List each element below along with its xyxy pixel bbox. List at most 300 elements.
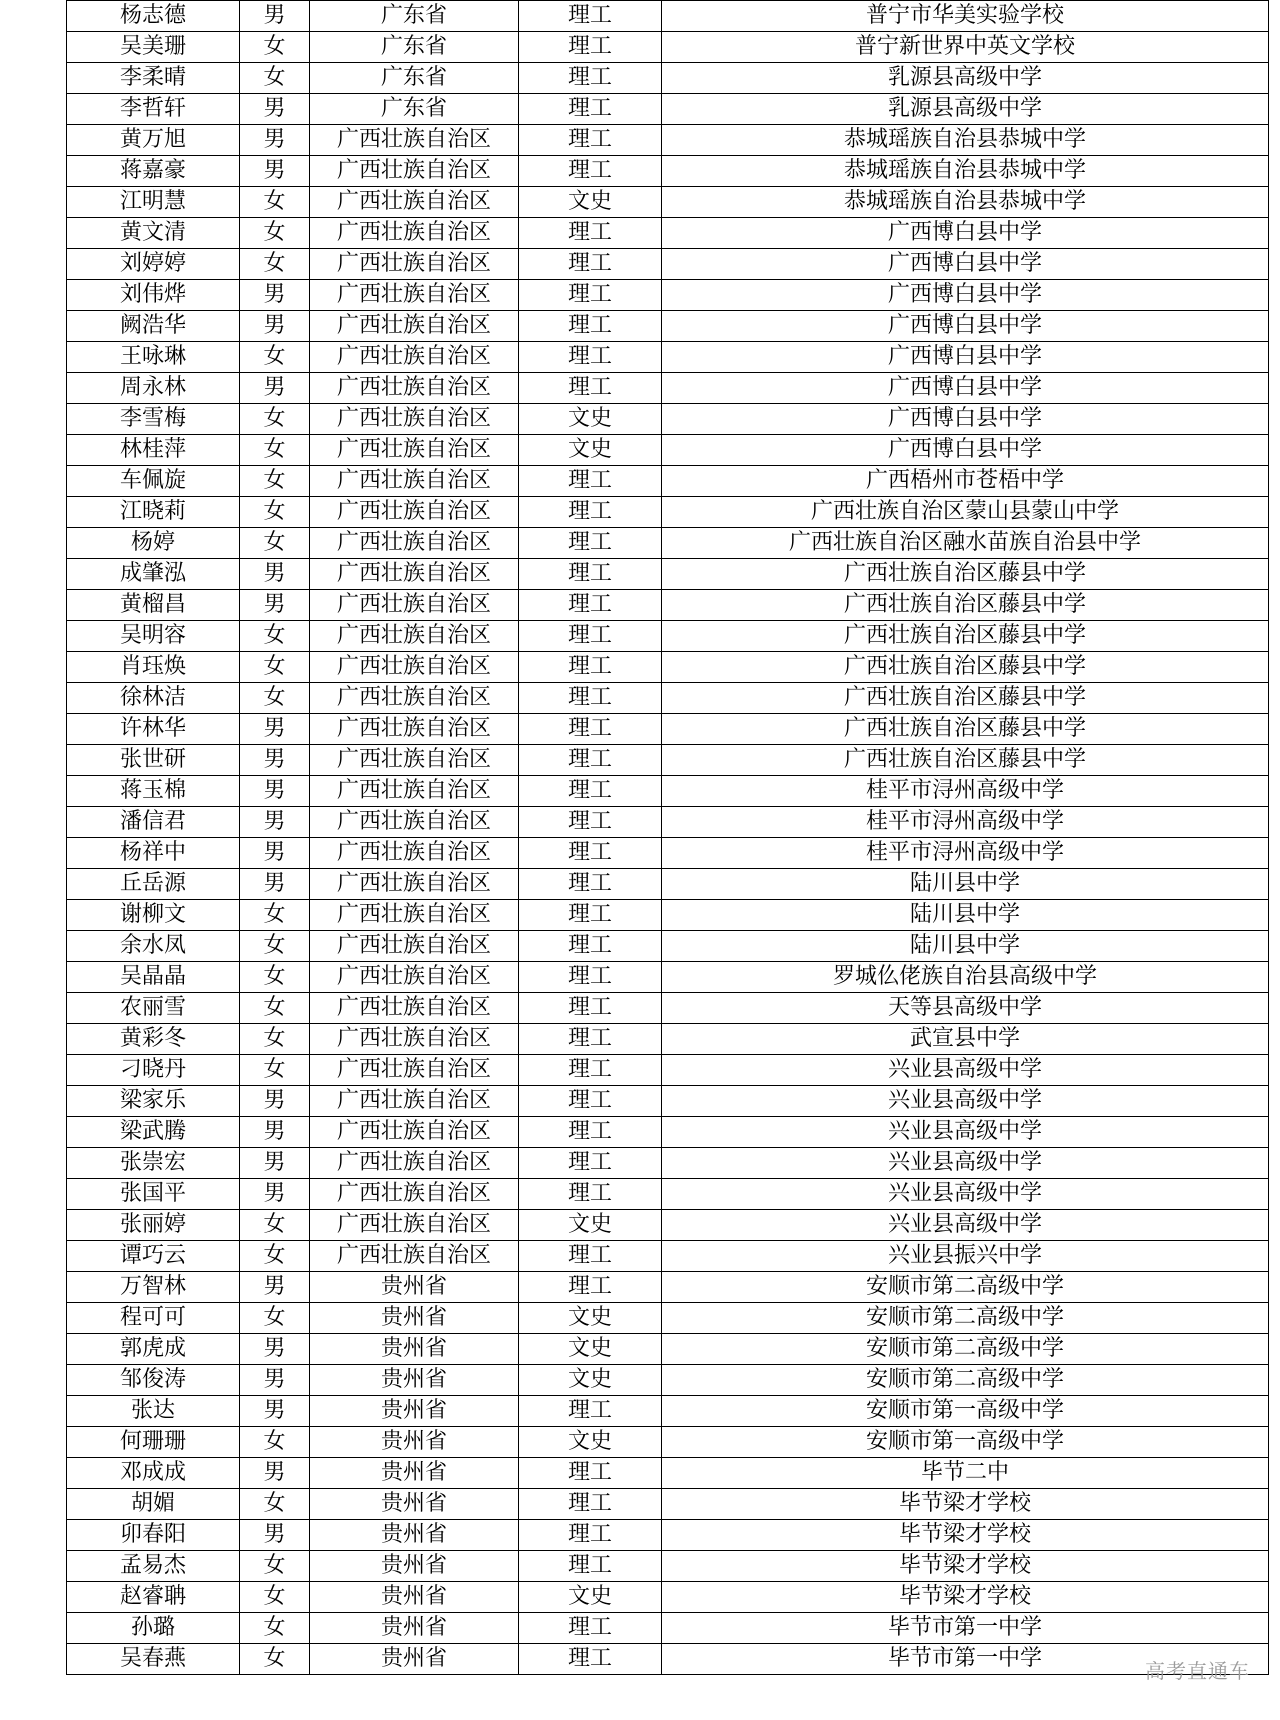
- province-cell: 广西壮族自治区: [310, 218, 519, 249]
- school-cell: 广西壮族自治区藤县中学: [662, 714, 1269, 745]
- subject-cell: 理工: [519, 249, 662, 280]
- subject-cell: 理工: [519, 1458, 662, 1489]
- name-cell: 成肇泓: [67, 559, 240, 590]
- school-cell: 陆川县中学: [662, 869, 1269, 900]
- province-cell: 广西壮族自治区: [310, 1241, 519, 1272]
- subject-cell: 理工: [519, 931, 662, 962]
- table-row: [67, 1458, 1269, 1489]
- subject-cell: 理工: [519, 993, 662, 1024]
- subject-cell: 文史: [519, 404, 662, 435]
- subject-cell: 理工: [519, 962, 662, 993]
- name-cell: 杨祥中: [67, 838, 240, 869]
- province-cell: 广西壮族自治区: [310, 1210, 519, 1241]
- province-cell: 贵州省: [310, 1458, 519, 1489]
- table-row: [67, 1024, 1269, 1055]
- gender-cell: 男: [240, 1334, 310, 1365]
- gender-cell: 女: [240, 497, 310, 528]
- name-cell: 阙浩华: [67, 311, 240, 342]
- name-cell: 李哲轩: [67, 94, 240, 125]
- subject-cell: 理工: [519, 1055, 662, 1086]
- school-cell: 安顺市第二高级中学: [662, 1334, 1269, 1365]
- gender-cell: 女: [240, 993, 310, 1024]
- school-cell: 广西博白县中学: [662, 373, 1269, 404]
- gender-cell: 男: [240, 125, 310, 156]
- province-cell: 广西壮族自治区: [310, 962, 519, 993]
- name-cell: 吴美珊: [67, 32, 240, 63]
- school-cell: 广西壮族自治区藤县中学: [662, 745, 1269, 776]
- name-cell: 邹俊涛: [67, 1365, 240, 1396]
- table-row: [67, 1644, 1269, 1675]
- school-cell: 天等县高级中学: [662, 993, 1269, 1024]
- school-cell: 广西博白县中学: [662, 435, 1269, 466]
- gender-cell: 女: [240, 900, 310, 931]
- watermark-text: 高考直通车: [1145, 1659, 1250, 1683]
- subject-cell: 理工: [519, 714, 662, 745]
- table-row: [67, 1551, 1269, 1582]
- name-cell: 王咏琳: [67, 342, 240, 373]
- province-cell: 广东省: [310, 32, 519, 63]
- subject-cell: 文史: [519, 435, 662, 466]
- school-cell: 毕节二中: [662, 1458, 1269, 1489]
- school-cell: 毕节梁才学校: [662, 1520, 1269, 1551]
- table-row: [67, 125, 1269, 156]
- subject-cell: 理工: [519, 1396, 662, 1427]
- subject-cell: 理工: [519, 311, 662, 342]
- school-cell: 兴业县高级中学: [662, 1179, 1269, 1210]
- province-cell: 广西壮族自治区: [310, 187, 519, 218]
- subject-cell: 理工: [519, 32, 662, 63]
- name-cell: 黄万旭: [67, 125, 240, 156]
- name-cell: 谢柳文: [67, 900, 240, 931]
- province-cell: 贵州省: [310, 1365, 519, 1396]
- table-row: [67, 1396, 1269, 1427]
- subject-cell: 理工: [519, 1272, 662, 1303]
- subject-cell: 理工: [519, 1613, 662, 1644]
- school-cell: 安顺市第二高级中学: [662, 1365, 1269, 1396]
- school-cell: 毕节梁才学校: [662, 1551, 1269, 1582]
- name-cell: 江明慧: [67, 187, 240, 218]
- gender-cell: 女: [240, 1644, 310, 1675]
- school-cell: 桂平市浔州高级中学: [662, 838, 1269, 869]
- school-cell: 广西壮族自治区藤县中学: [662, 590, 1269, 621]
- school-cell: 广西壮族自治区蒙山县蒙山中学: [662, 497, 1269, 528]
- name-cell: 许林华: [67, 714, 240, 745]
- subject-cell: 理工: [519, 590, 662, 621]
- school-cell: 安顺市第一高级中学: [662, 1427, 1269, 1458]
- name-cell: 杨志德: [67, 1, 240, 32]
- table-row: [67, 280, 1269, 311]
- subject-cell: 理工: [519, 497, 662, 528]
- school-cell: 兴业县高级中学: [662, 1210, 1269, 1241]
- table-row: [67, 342, 1269, 373]
- subject-cell: 文史: [519, 1210, 662, 1241]
- province-cell: 广西壮族自治区: [310, 683, 519, 714]
- school-cell: 恭城瑶族自治县恭城中学: [662, 187, 1269, 218]
- province-cell: 广西壮族自治区: [310, 931, 519, 962]
- province-cell: 广西壮族自治区: [310, 714, 519, 745]
- name-cell: 吴明容: [67, 621, 240, 652]
- subject-cell: 文史: [519, 1582, 662, 1613]
- name-cell: 黄文清: [67, 218, 240, 249]
- gender-cell: 男: [240, 1520, 310, 1551]
- gender-cell: 男: [240, 838, 310, 869]
- province-cell: 贵州省: [310, 1396, 519, 1427]
- name-cell: 梁武腾: [67, 1117, 240, 1148]
- gender-cell: 男: [240, 1148, 310, 1179]
- subject-cell: 理工: [519, 63, 662, 94]
- school-cell: 广西梧州市苍梧中学: [662, 466, 1269, 497]
- province-cell: 广西壮族自治区: [310, 621, 519, 652]
- school-cell: 兴业县高级中学: [662, 1055, 1269, 1086]
- gender-cell: 女: [240, 466, 310, 497]
- subject-cell: 理工: [519, 1117, 662, 1148]
- table-row: [67, 1582, 1269, 1613]
- name-cell: 刘伟烨: [67, 280, 240, 311]
- gender-cell: 男: [240, 373, 310, 404]
- subject-cell: 理工: [519, 218, 662, 249]
- table-row: [67, 993, 1269, 1024]
- subject-cell: 理工: [519, 869, 662, 900]
- subject-cell: 理工: [519, 528, 662, 559]
- gender-cell: 女: [240, 1024, 310, 1055]
- province-cell: 贵州省: [310, 1427, 519, 1458]
- table-row: [67, 63, 1269, 94]
- name-cell: 蒋玉棉: [67, 776, 240, 807]
- name-cell: 郭虎成: [67, 1334, 240, 1365]
- table-row: [67, 559, 1269, 590]
- province-cell: 广西壮族自治区: [310, 156, 519, 187]
- gender-cell: 男: [240, 1179, 310, 1210]
- table-row: [67, 311, 1269, 342]
- name-cell: 蒋嘉豪: [67, 156, 240, 187]
- province-cell: 广东省: [310, 1, 519, 32]
- table-row: [67, 652, 1269, 683]
- school-cell: 广西壮族自治区融水苗族自治县中学: [662, 528, 1269, 559]
- subject-cell: 理工: [519, 373, 662, 404]
- school-cell: 安顺市第二高级中学: [662, 1272, 1269, 1303]
- province-cell: 贵州省: [310, 1582, 519, 1613]
- table-row: [67, 1055, 1269, 1086]
- province-cell: 广西壮族自治区: [310, 311, 519, 342]
- gender-cell: 男: [240, 1086, 310, 1117]
- school-cell: 恭城瑶族自治县恭城中学: [662, 125, 1269, 156]
- name-cell: 徐林洁: [67, 683, 240, 714]
- gender-cell: 女: [240, 931, 310, 962]
- table-row: [67, 94, 1269, 125]
- table-row: [67, 218, 1269, 249]
- province-cell: 广西壮族自治区: [310, 993, 519, 1024]
- province-cell: 广西壮族自治区: [310, 466, 519, 497]
- province-cell: 贵州省: [310, 1272, 519, 1303]
- school-cell: 兴业县高级中学: [662, 1117, 1269, 1148]
- name-cell: 梁家乐: [67, 1086, 240, 1117]
- subject-cell: 理工: [519, 1551, 662, 1582]
- name-cell: 卯春阳: [67, 1520, 240, 1551]
- school-cell: 安顺市第二高级中学: [662, 1303, 1269, 1334]
- subject-cell: 文史: [519, 1303, 662, 1334]
- subject-cell: 理工: [519, 1179, 662, 1210]
- name-cell: 潘信君: [67, 807, 240, 838]
- province-cell: 广西壮族自治区: [310, 745, 519, 776]
- gender-cell: 女: [240, 962, 310, 993]
- gender-cell: 女: [240, 528, 310, 559]
- province-cell: 贵州省: [310, 1489, 519, 1520]
- table-row: [67, 1086, 1269, 1117]
- school-cell: 恭城瑶族自治县恭城中学: [662, 156, 1269, 187]
- gender-cell: 女: [240, 32, 310, 63]
- name-cell: 江晓莉: [67, 497, 240, 528]
- gender-cell: 男: [240, 714, 310, 745]
- name-cell: 李雪梅: [67, 404, 240, 435]
- subject-cell: 理工: [519, 776, 662, 807]
- table-row: [67, 404, 1269, 435]
- gender-cell: 男: [240, 311, 310, 342]
- province-cell: 广西壮族自治区: [310, 1055, 519, 1086]
- gender-cell: 女: [240, 1303, 310, 1334]
- subject-cell: 理工: [519, 652, 662, 683]
- gender-cell: 男: [240, 1272, 310, 1303]
- table-row: [67, 621, 1269, 652]
- province-cell: 广西壮族自治区: [310, 807, 519, 838]
- gender-cell: 女: [240, 404, 310, 435]
- table-row: [67, 1241, 1269, 1272]
- province-cell: 广西壮族自治区: [310, 1179, 519, 1210]
- name-cell: 赵睿聃: [67, 1582, 240, 1613]
- province-cell: 广西壮族自治区: [310, 776, 519, 807]
- school-cell: 武宣县中学: [662, 1024, 1269, 1055]
- gender-cell: 女: [240, 1489, 310, 1520]
- province-cell: 广东省: [310, 63, 519, 94]
- table-row: [67, 590, 1269, 621]
- name-cell: 张崇宏: [67, 1148, 240, 1179]
- name-cell: 杨婷: [67, 528, 240, 559]
- school-cell: 广西壮族自治区藤县中学: [662, 559, 1269, 590]
- gender-cell: 男: [240, 280, 310, 311]
- gender-cell: 女: [240, 1582, 310, 1613]
- province-cell: 广西壮族自治区: [310, 125, 519, 156]
- province-cell: 广西壮族自治区: [310, 869, 519, 900]
- name-cell: 张世研: [67, 745, 240, 776]
- gender-cell: 女: [240, 249, 310, 280]
- name-cell: 张国平: [67, 1179, 240, 1210]
- table-row: [67, 1613, 1269, 1644]
- table-row: [67, 838, 1269, 869]
- gender-cell: 男: [240, 1, 310, 32]
- table-row: [67, 962, 1269, 993]
- table-row: [67, 1179, 1269, 1210]
- province-cell: 贵州省: [310, 1520, 519, 1551]
- name-cell: 何珊珊: [67, 1427, 240, 1458]
- table-row: [67, 869, 1269, 900]
- subject-cell: 理工: [519, 807, 662, 838]
- school-cell: 安顺市第一高级中学: [662, 1396, 1269, 1427]
- province-cell: 广西壮族自治区: [310, 652, 519, 683]
- school-cell: 广西博白县中学: [662, 404, 1269, 435]
- gender-cell: 男: [240, 807, 310, 838]
- subject-cell: 理工: [519, 559, 662, 590]
- province-cell: 广西壮族自治区: [310, 1086, 519, 1117]
- name-cell: 丘岳源: [67, 869, 240, 900]
- school-cell: 陆川县中学: [662, 900, 1269, 931]
- table-row: [67, 776, 1269, 807]
- school-cell: 普宁市华美实验学校: [662, 1, 1269, 32]
- gender-cell: 女: [240, 1055, 310, 1086]
- gender-cell: 男: [240, 1396, 310, 1427]
- gender-cell: 女: [240, 683, 310, 714]
- school-cell: 毕节市第一中学: [662, 1613, 1269, 1644]
- subject-cell: 理工: [519, 683, 662, 714]
- table-row: [67, 714, 1269, 745]
- province-cell: 广西壮族自治区: [310, 528, 519, 559]
- province-cell: 广西壮族自治区: [310, 373, 519, 404]
- gender-cell: 男: [240, 559, 310, 590]
- name-cell: 吴晶晶: [67, 962, 240, 993]
- province-cell: 广西壮族自治区: [310, 404, 519, 435]
- name-cell: 农丽雪: [67, 993, 240, 1024]
- subject-cell: 理工: [519, 900, 662, 931]
- name-cell: 胡媚: [67, 1489, 240, 1520]
- subject-cell: 理工: [519, 1489, 662, 1520]
- subject-cell: 理工: [519, 1086, 662, 1117]
- province-cell: 广西壮族自治区: [310, 280, 519, 311]
- school-cell: 桂平市浔州高级中学: [662, 807, 1269, 838]
- subject-cell: 理工: [519, 466, 662, 497]
- school-cell: 兴业县振兴中学: [662, 1241, 1269, 1272]
- name-cell: 孟易杰: [67, 1551, 240, 1582]
- subject-cell: 理工: [519, 838, 662, 869]
- province-cell: 贵州省: [310, 1644, 519, 1675]
- province-cell: 贵州省: [310, 1303, 519, 1334]
- province-cell: 广西壮族自治区: [310, 1024, 519, 1055]
- name-cell: 李柔晴: [67, 63, 240, 94]
- province-cell: 广西壮族自治区: [310, 249, 519, 280]
- school-cell: 广西壮族自治区藤县中学: [662, 621, 1269, 652]
- table-row: [67, 435, 1269, 466]
- name-cell: 黄榴昌: [67, 590, 240, 621]
- table-row: [67, 32, 1269, 63]
- school-cell: 广西博白县中学: [662, 280, 1269, 311]
- table-row: [67, 1365, 1269, 1396]
- province-cell: 贵州省: [310, 1334, 519, 1365]
- school-cell: 兴业县高级中学: [662, 1148, 1269, 1179]
- student-list-body: [67, 1, 1269, 1675]
- name-cell: 张达: [67, 1396, 240, 1427]
- subject-cell: 理工: [519, 621, 662, 652]
- gender-cell: 男: [240, 156, 310, 187]
- province-cell: 广西壮族自治区: [310, 838, 519, 869]
- name-cell: 肖珏焕: [67, 652, 240, 683]
- table-row: [67, 1334, 1269, 1365]
- gender-cell: 男: [240, 94, 310, 125]
- gender-cell: 女: [240, 621, 310, 652]
- table-row: [67, 1489, 1269, 1520]
- name-cell: 林桂萍: [67, 435, 240, 466]
- school-cell: 罗城仫佬族自治县高级中学: [662, 962, 1269, 993]
- province-cell: 广西壮族自治区: [310, 590, 519, 621]
- province-cell: 广西壮族自治区: [310, 497, 519, 528]
- student-list-table: [66, 0, 1269, 1675]
- school-cell: 桂平市浔州高级中学: [662, 776, 1269, 807]
- subject-cell: 理工: [519, 1520, 662, 1551]
- gender-cell: 女: [240, 652, 310, 683]
- gender-cell: 女: [240, 63, 310, 94]
- subject-cell: 理工: [519, 1148, 662, 1179]
- table-row: [67, 1427, 1269, 1458]
- subject-cell: 理工: [519, 1644, 662, 1675]
- subject-cell: 理工: [519, 1024, 662, 1055]
- name-cell: 邓成成: [67, 1458, 240, 1489]
- name-cell: 吴春燕: [67, 1644, 240, 1675]
- table-row: [67, 900, 1269, 931]
- school-cell: 广西壮族自治区藤县中学: [662, 652, 1269, 683]
- table-row: [67, 156, 1269, 187]
- table-row: [67, 1117, 1269, 1148]
- name-cell: 车佩旋: [67, 466, 240, 497]
- subject-cell: 文史: [519, 1334, 662, 1365]
- province-cell: 广西壮族自治区: [310, 435, 519, 466]
- school-cell: 乳源县高级中学: [662, 94, 1269, 125]
- school-cell: 广西壮族自治区藤县中学: [662, 683, 1269, 714]
- subject-cell: 理工: [519, 125, 662, 156]
- table-row: [67, 745, 1269, 776]
- gender-cell: 男: [240, 776, 310, 807]
- school-cell: 毕节梁才学校: [662, 1489, 1269, 1520]
- table-row: [67, 528, 1269, 559]
- gender-cell: 男: [240, 869, 310, 900]
- province-cell: 贵州省: [310, 1551, 519, 1582]
- table-row: [67, 1148, 1269, 1179]
- school-cell: 乳源县高级中学: [662, 63, 1269, 94]
- table-row: [67, 1520, 1269, 1551]
- gender-cell: 女: [240, 435, 310, 466]
- gender-cell: 女: [240, 1210, 310, 1241]
- school-cell: 兴业县高级中学: [662, 1086, 1269, 1117]
- name-cell: 周永林: [67, 373, 240, 404]
- school-cell: 广西博白县中学: [662, 311, 1269, 342]
- table-row: [67, 1303, 1269, 1334]
- gender-cell: 男: [240, 1117, 310, 1148]
- gender-cell: 男: [240, 1365, 310, 1396]
- school-cell: 毕节梁才学校: [662, 1582, 1269, 1613]
- name-cell: 孙璐: [67, 1613, 240, 1644]
- province-cell: 广西壮族自治区: [310, 1148, 519, 1179]
- province-cell: 广西壮族自治区: [310, 559, 519, 590]
- school-cell: 广西博白县中学: [662, 218, 1269, 249]
- table-row: [67, 1272, 1269, 1303]
- subject-cell: 理工: [519, 280, 662, 311]
- school-cell: 广西博白县中学: [662, 249, 1269, 280]
- table-row: [67, 187, 1269, 218]
- gender-cell: 女: [240, 1241, 310, 1272]
- subject-cell: 理工: [519, 342, 662, 373]
- gender-cell: 男: [240, 590, 310, 621]
- province-cell: 广西壮族自治区: [310, 342, 519, 373]
- province-cell: 贵州省: [310, 1613, 519, 1644]
- subject-cell: 理工: [519, 1241, 662, 1272]
- table-row: [67, 683, 1269, 714]
- gender-cell: 女: [240, 1613, 310, 1644]
- table-row: [67, 1, 1269, 32]
- gender-cell: 女: [240, 342, 310, 373]
- subject-cell: 文史: [519, 1365, 662, 1396]
- subject-cell: 文史: [519, 1427, 662, 1458]
- table-row: [67, 931, 1269, 962]
- gender-cell: 女: [240, 187, 310, 218]
- table-row: [67, 807, 1269, 838]
- name-cell: 余水凤: [67, 931, 240, 962]
- gender-cell: 女: [240, 1551, 310, 1582]
- subject-cell: 理工: [519, 745, 662, 776]
